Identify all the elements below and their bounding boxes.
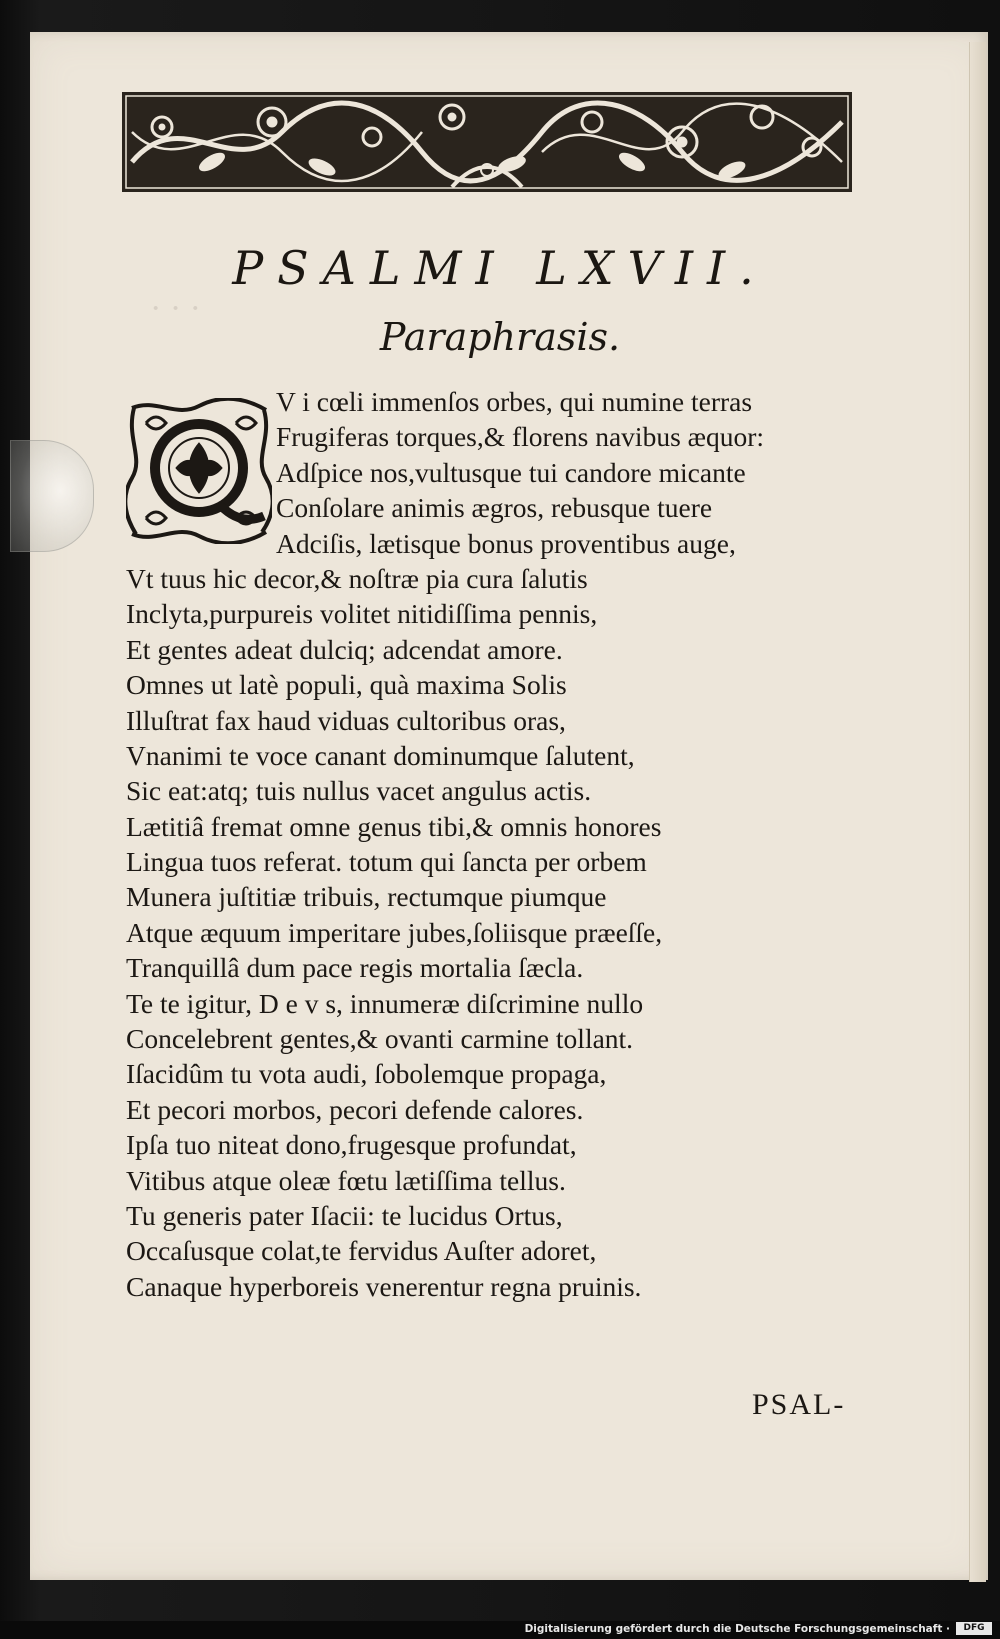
verse-line: Canaque hyperboreis venerentur regna pruinis. — [126, 1270, 642, 1302]
verse-line: Illuſtrat fax haud viduas cultoribus oras, — [126, 704, 566, 736]
verse-line: Adciſis, lætisque bonus proventibus auge, — [276, 527, 736, 559]
verse-line: Lætitiâ fremat omne genus tibi,& omnis honores — [126, 810, 662, 842]
verse-line: Te te igitur, D e v s, innumeræ diſcrimine nullo — [126, 987, 644, 1019]
page-subtitle: Paraphrasis. — [379, 315, 621, 359]
verse-line: Inclyta,purpureis volitet nitidiſſima pennis, — [126, 598, 598, 630]
page-title: PSALMI LXVII. — [232, 241, 768, 295]
verse-line: Vnanimi te voce canant dominumque ſalutent, — [126, 739, 635, 771]
dfg-logo: DFG — [956, 1622, 992, 1635]
verse-line: Frugiferas torques,& florens navibus æquor: — [276, 421, 765, 453]
verse-line: Et gentes adeat dulciq; adcendat amore. — [126, 633, 563, 665]
verse-line: Atque æquum imperitare jubes,ſoliisque præeſſe, — [126, 916, 663, 948]
verse-line: Vt tuus hic decor,& noſtræ pia cura ſalutis — [126, 562, 588, 594]
catchword: PSAL- — [752, 1388, 846, 1421]
page-clip — [10, 440, 94, 552]
verse-line: Iſacidûm tu vota audi, ſobolemque propaga, — [126, 1058, 607, 1090]
verse-line: Omnes ut latè populi, quà maxima Solis — [126, 669, 567, 701]
verse-line: Tu generis pater Iſacii: te lucidus Ortus, — [126, 1199, 563, 1231]
ornament-band — [122, 92, 852, 192]
verse-line: V i cœli immenſos orbes, qui numine terras — [276, 386, 753, 417]
verse-line: Tranquillâ dum pace regis mortalia ſæcla. — [126, 952, 584, 984]
verse-line: Munera juſtitiæ tribuis, rectumque piumque — [126, 881, 607, 913]
verse-line: Sic eat:atq; tuis nullus vacet angulus actis. — [126, 775, 592, 807]
verse-line: Lingua tuos referat. totum qui ſancta per orbem — [126, 846, 647, 878]
verse-line: Ipſa tuo niteat dono,frugesque profundat, — [126, 1129, 577, 1161]
verse-line: Conſolare animis ægros, rebusque tuere — [276, 492, 713, 524]
show-through-mark: · · · — [150, 290, 201, 327]
funding-notice: Digitalisierung gefördert durch die Deutsche Forschungsgemeinschaft · — [524, 1623, 950, 1635]
decorated-initial — [126, 398, 272, 544]
verse-line: Vitibus atque oleæ fœtu lætiſſima tellus. — [126, 1164, 566, 1196]
verse-line: Adſpice nos,vultusque tui candore micante — [276, 456, 746, 488]
verse-line: Et pecori morbos, pecori defende calores. — [126, 1093, 584, 1125]
verse-line: Occaſusque colat,te fervidus Auſter adoret, — [126, 1235, 597, 1267]
verse-line: Concelebrent gentes,& ovanti carmine tollant. — [126, 1023, 634, 1055]
